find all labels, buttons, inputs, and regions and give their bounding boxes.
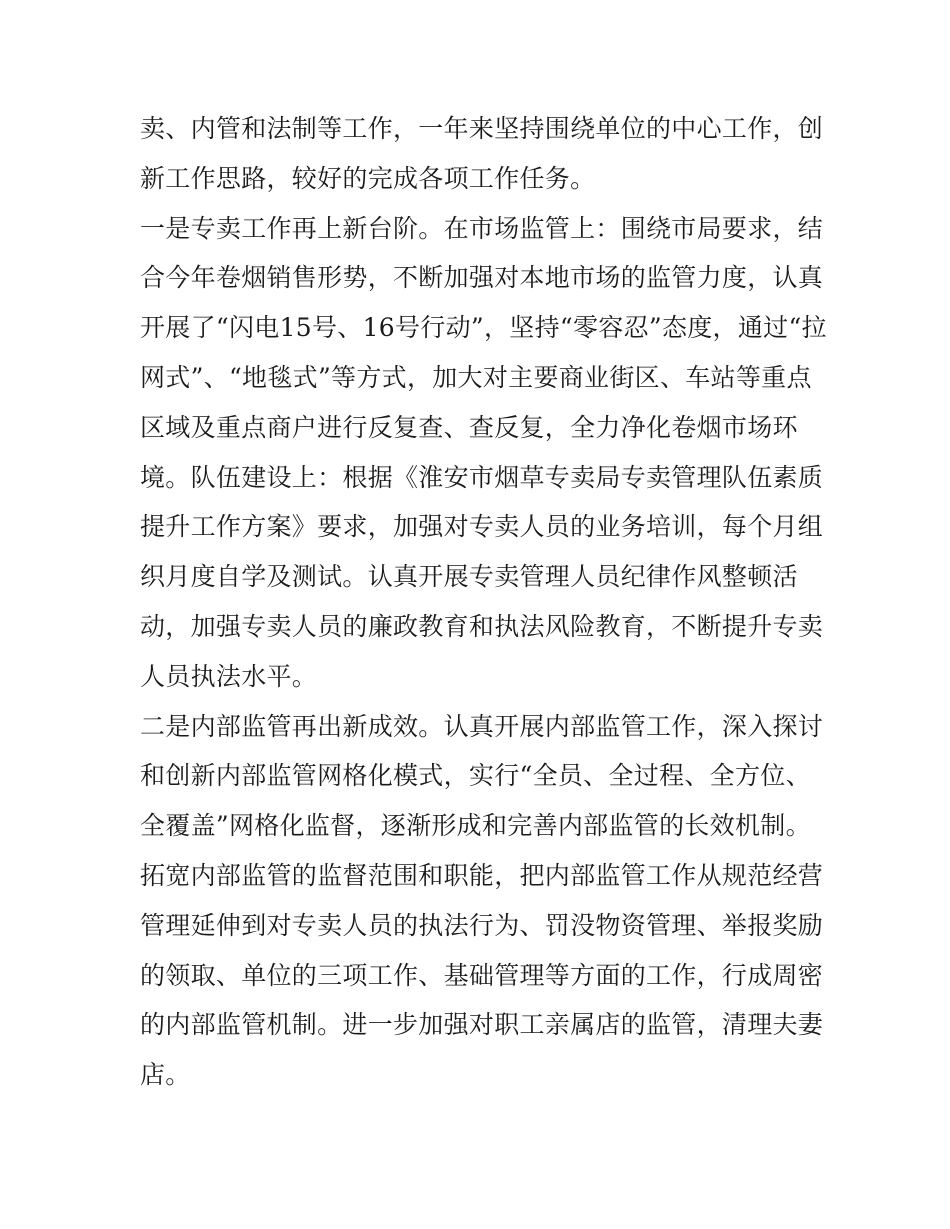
text-line: 合今年卷烟销售形势，不断加强对本地市场的监管力度，认真 bbox=[140, 263, 824, 293]
text-line: 的内部监管机制。进一步加强对职工亲属店的监管，清理夫妻 bbox=[140, 1010, 824, 1040]
text-line: 动，加强专卖人员的廉政教育和执法风险教育，不断提升专卖 bbox=[140, 611, 824, 641]
text-line: 人员执法水平。 bbox=[140, 661, 318, 691]
text-line: 的领取、单位的三项工作、基础管理等方面的工作，行成周密 bbox=[140, 960, 824, 990]
text-line: 全覆盖”网格化监督，逐渐形成和完善内部监管的长效机制。 bbox=[140, 811, 811, 841]
text-line: 网式”、“地毯式”等方式，加大对主要商业街区、车站等重点 bbox=[140, 362, 812, 392]
text-line: 织月度自学及测试。认真开展专卖管理人员纪律作风整顿活 bbox=[140, 562, 798, 592]
text-line: 店。 bbox=[140, 1060, 191, 1090]
text-line: 新工作思路，较好的完成各项工作任务。 bbox=[140, 163, 596, 193]
text-line: 管理延伸到对专卖人员的执法行为、罚没物资管理、举报奖励 bbox=[140, 910, 824, 940]
text-line: 拓宽内部监管的监督范围和职能，把内部监管工作从规范经营 bbox=[140, 860, 824, 890]
text-line: 一是专卖工作再上新台阶。在市场监管上：围绕市局要求，结 bbox=[140, 213, 824, 243]
text-line: 区域及重点商户进行反复查、查反复，全力净化卷烟市场环 bbox=[140, 412, 798, 442]
text-line: 和创新内部监管网格化模式，实行“全员、全过程、全方位、 bbox=[140, 761, 811, 791]
body-text bbox=[140, 104, 827, 1100]
text-line: 二是内部监管再出新成效。认真开展内部监管工作，深入探讨 bbox=[140, 711, 824, 741]
text-line: 开展了“闪电15号、16号行动”，坚持“零容忍”态度，通过“拉 bbox=[140, 313, 827, 343]
text-line: 提升工作方案》要求，加强对专卖人员的业务培训，每个月组 bbox=[140, 512, 824, 542]
text-line: 卖、内管和法制等工作，一年来坚持围绕单位的中心工作，创 bbox=[140, 114, 824, 143]
text-line: 境。队伍建设上：根据《淮安市烟草专卖局专卖管理队伍素质 bbox=[140, 462, 824, 492]
